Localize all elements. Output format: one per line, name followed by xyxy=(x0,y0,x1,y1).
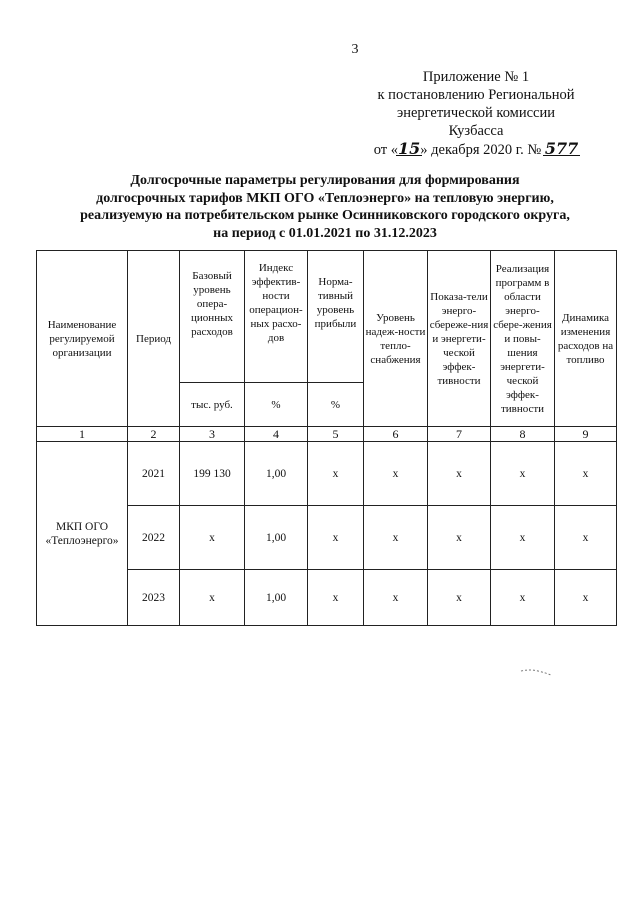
cell-period: 2021 xyxy=(128,442,180,506)
document-title xyxy=(70,172,580,242)
appendix-line-3: энергетической комиссии xyxy=(396,105,556,121)
appendix-line-1: Приложение № 1 xyxy=(422,69,530,85)
cell-saving: x xyxy=(428,442,491,506)
handwritten-day: 15 xyxy=(398,139,421,158)
cell-programs: x xyxy=(491,570,555,626)
col-number: 9 xyxy=(555,427,617,442)
header-programs: Реализация программ в области энерго-сбере-жения и повы-шения энергети-ческой эффек-тивности xyxy=(491,251,555,427)
cell-period: 2023 xyxy=(128,570,180,626)
col-number: 3 xyxy=(180,427,245,442)
cell-reliability: x xyxy=(364,506,428,570)
cell-index: 1,00 xyxy=(245,570,308,626)
appendix-line-2: к постановлению Региональной xyxy=(377,87,575,103)
cell-index: 1,00 xyxy=(245,442,308,506)
col-number: 5 xyxy=(308,427,364,442)
cell-fuel: x xyxy=(555,506,617,570)
header-period: Период xyxy=(128,251,180,427)
cell-profit: x xyxy=(308,442,364,506)
col-number: 8 xyxy=(491,427,555,442)
header-saving: Показа-тели энерго-сбереже-ния и энергети-ческой эффек-тивности xyxy=(428,251,491,427)
cell-reliability: x xyxy=(364,442,428,506)
cell-base: x xyxy=(180,570,245,626)
title-line-3: реализуемую на потребительском рынке Осинниковского городского округа, xyxy=(80,208,570,223)
header-org: Наименование регулируемой организации xyxy=(37,251,128,427)
date-prefix: от « xyxy=(373,142,399,158)
col-number: 2 xyxy=(128,427,180,442)
col-number: 7 xyxy=(428,427,491,442)
header-profit: Норма-тивный уровень прибыли xyxy=(308,251,364,383)
cell-period: 2022 xyxy=(128,506,180,570)
column-numbers-row xyxy=(37,427,617,442)
cell-base: x xyxy=(180,506,245,570)
header-reliability: Уровень надеж-ности тепло-снабжения xyxy=(364,251,428,427)
col-number: 1 xyxy=(37,427,128,442)
appendix-date-line xyxy=(360,140,592,159)
cell-fuel: x xyxy=(555,570,617,626)
cell-profit: x xyxy=(308,506,364,570)
col-number: 4 xyxy=(245,427,308,442)
cell-base: 199 130 xyxy=(180,442,245,506)
header-row xyxy=(37,251,617,383)
unit-base: тыс. руб. xyxy=(180,383,245,427)
page-number: 3 xyxy=(351,42,359,57)
cell-reliability: x xyxy=(364,570,428,626)
col-number: 6 xyxy=(364,427,428,442)
cell-saving: x xyxy=(428,506,491,570)
header-fuel: Динамика изменения расходов на топливо xyxy=(555,251,617,427)
appendix-line-4: Кузбасса xyxy=(448,123,504,139)
title-line-2: долгосрочных тарифов МКП ОГО «Теплоэнерго» на тепловую энергию, xyxy=(96,190,554,206)
date-middle: » декабря 2020 г. № xyxy=(420,142,542,158)
unit-profit: % xyxy=(308,383,364,427)
parameters-table xyxy=(36,250,617,626)
cell-programs: x xyxy=(491,506,555,570)
table-row xyxy=(37,442,617,506)
cell-fuel: x xyxy=(555,442,617,506)
cell-index: 1,00 xyxy=(245,506,308,570)
header-index: Индекс эффектив-ности операцион-ных расхо-дов xyxy=(245,251,308,383)
cell-profit: x xyxy=(308,570,364,626)
handwritten-number: 577 xyxy=(544,139,579,158)
title-line-4: на период с 01.01.2021 по 31.12.2023 xyxy=(213,225,437,241)
scan-mark xyxy=(520,668,552,676)
appendix-block xyxy=(360,68,592,159)
unit-index: % xyxy=(245,383,308,427)
organization-name: МКП ОГО «Теплоэнерго» xyxy=(37,442,128,626)
title-line-1: Долгосрочные параметры регулирования для формирования xyxy=(130,173,520,188)
header-base: Базовый уровень опера-ционных расходов xyxy=(180,251,245,383)
cell-saving: x xyxy=(428,570,491,626)
cell-programs: x xyxy=(491,442,555,506)
